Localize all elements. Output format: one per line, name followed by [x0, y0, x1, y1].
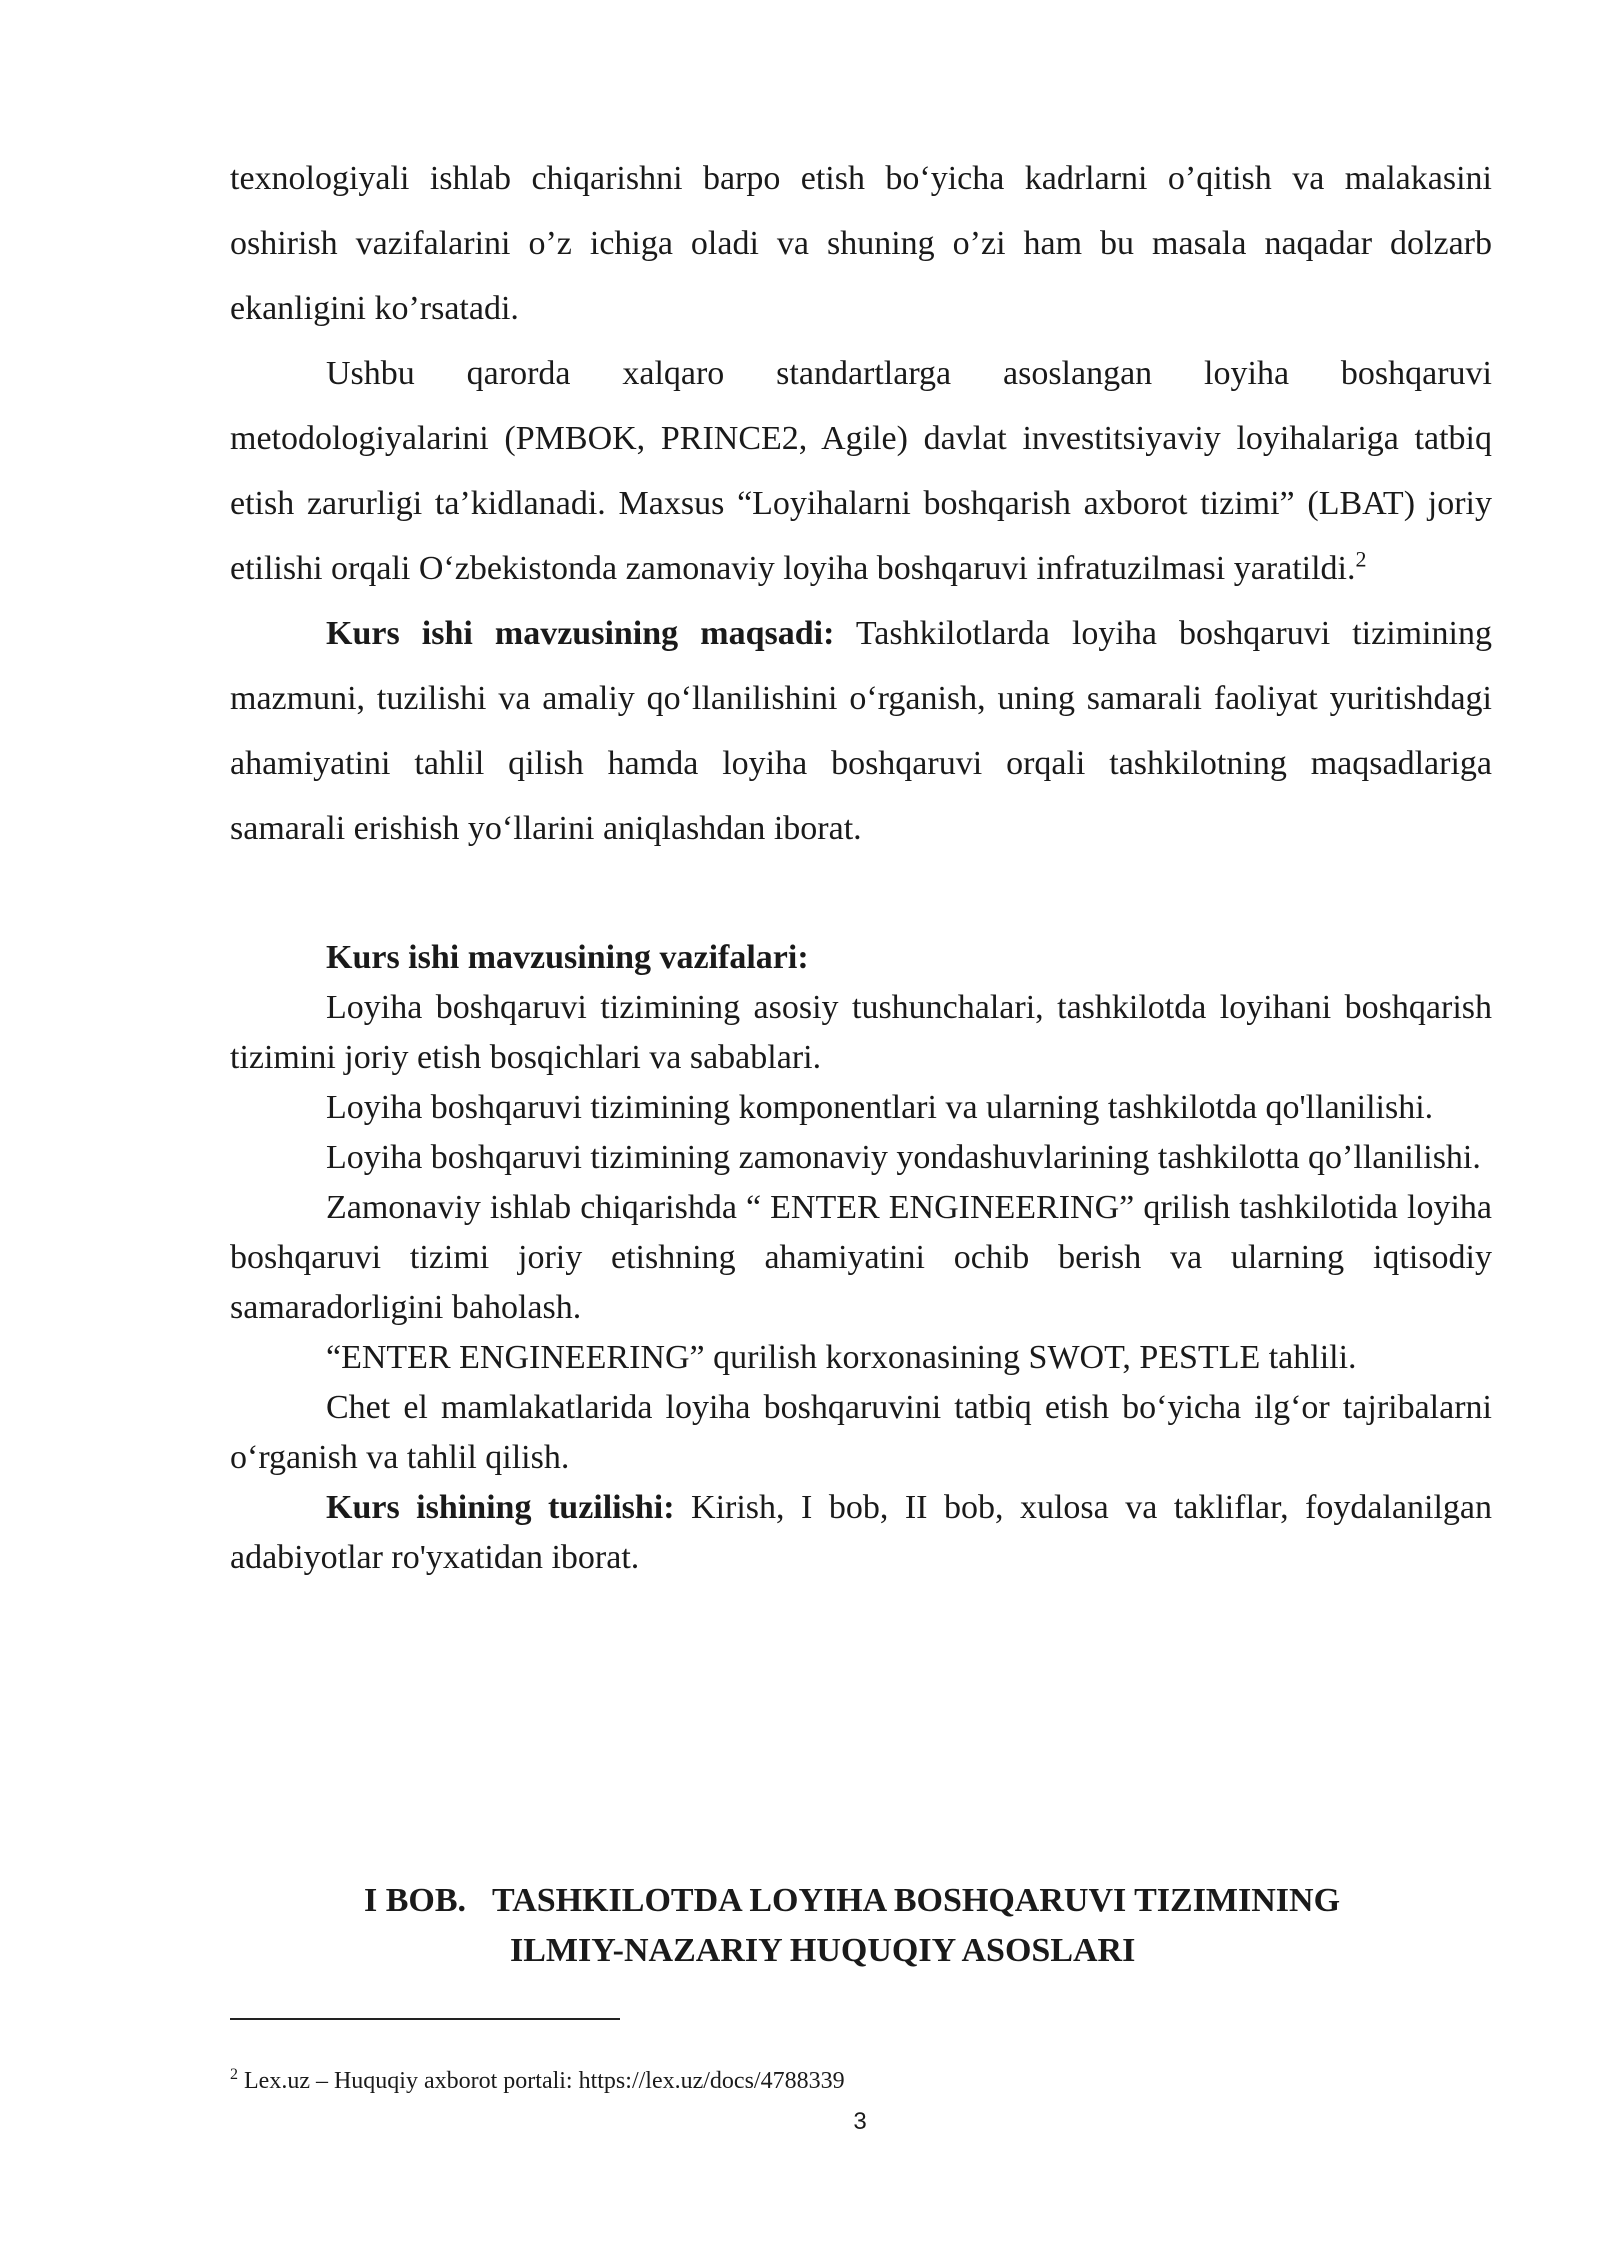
paragraph-resolution — [230, 341, 1492, 601]
structure-label: Kurs ishining tuzilishi: — [326, 1489, 675, 1526]
tasks-heading: Kurs ishi mavzusining vazifalari: — [326, 939, 809, 976]
page-number: 3 — [853, 2108, 867, 2135]
footnote-mark: 2 — [230, 2066, 238, 2083]
footnote — [230, 2066, 1492, 2096]
chapter-heading — [230, 1876, 1492, 1976]
paragraph-goal — [230, 601, 1492, 861]
paragraph-structure — [230, 1483, 1492, 1583]
task-item: Loyiha boshqaruvi tizimining asosiy tushunchalari, tashkilotda loyihani boshqarish tizimini joriy etish bosqichlari va sabablari. — [230, 989, 1492, 1076]
resolution-text: Ushbu qarorda xalqaro standartlarga asoslangan loyiha boshqaruvi metodologiyalarini (PMBOK, PRINCE2, Agile) davlat investitsiyaviy loyihalariga tatbiq etish zarurligi ta’kidlanadi. Maxsus “Loyihalarni boshqarish axborot tizimi” (LBAT) joriy etilishi orqali O‘zbekistonda zamonaviy loyiha boshqaruvi infratuzilmasi yaratildi. — [230, 355, 1492, 587]
goal-label: Kurs ishi mavzusining maqsadi: — [326, 615, 835, 652]
footnote-separator — [230, 2018, 620, 2020]
intro-text — [230, 146, 1492, 861]
structure-text: Kirish, I bob, II bob, xulosa va takliflar, foydalanilgan adabiyotlar ro'yxatidan iborat. — [230, 1489, 1493, 1576]
paragraph-continuation: texnologiyali ishlab chiqarishni barpo etish bo‘yicha kadrlarni o’qitish va malakasini oshirish vazifalarini o’z ichiga oladi va shuning o’zi ham bu masala naqadar dolzarb ekanligini ko’rsatadi. — [230, 160, 1492, 327]
footnote-text: Lex.uz – Huquqiy axborot portali: https://lex.uz/docs/4788339 — [238, 2068, 845, 2094]
task-item: Zamonaviy ishlab chiqarishda “ ENTER ENGINEERING” qrilish tashkilotida loyiha boshqaruvi tizimi joriy etishning ahamiyatini ochib berish va ularning iqtisodiy samaradorligini baholash. — [230, 1189, 1492, 1326]
tasks-section — [230, 933, 1492, 1583]
task-item: Loyiha boshqaruvi tizimining zamonaviy yondashuvlarining tashkilotta qo’llanilishi. — [326, 1139, 1481, 1176]
task-item: “ENTER ENGINEERING” qurilish korxonasining SWOT, PESTLE tahlili. — [326, 1339, 1357, 1376]
goal-text: Tashkilotlarda loyiha boshqaruvi tizimining mazmuni, tuzilishi va amaliy qo‘llanilishini o‘rganish, uning samarali faoliyat yuritishdagi ahamiyatini tahlil qilish hamda loyiha boshqaruvi orqali tashkilotning maqsadlariga samarali erishish yo‘llarini aniqlashdan iborat. — [230, 615, 1493, 847]
task-item: Chet el mamlakatlarida loyiha boshqaruvini tatbiq etish bo‘yicha ilg‘or tajribalarni o‘rganish va tahlil qilish. — [230, 1389, 1492, 1476]
chapter-title-line2: ILMIY-NAZARIY HUQUQIY ASOSLARI — [510, 1932, 1136, 1969]
task-item: Loyiha boshqaruvi tizimining komponentlari va ularning tashkilotda qo'llanilishi. — [326, 1089, 1434, 1126]
chapter-number: I BOB. — [364, 1882, 467, 1919]
chapter-title-line1: TASHKILOTDA LOYIHA BOSHQARUVI TIZIMINING — [492, 1882, 1341, 1919]
footnote-reference: 2 — [1355, 546, 1367, 572]
